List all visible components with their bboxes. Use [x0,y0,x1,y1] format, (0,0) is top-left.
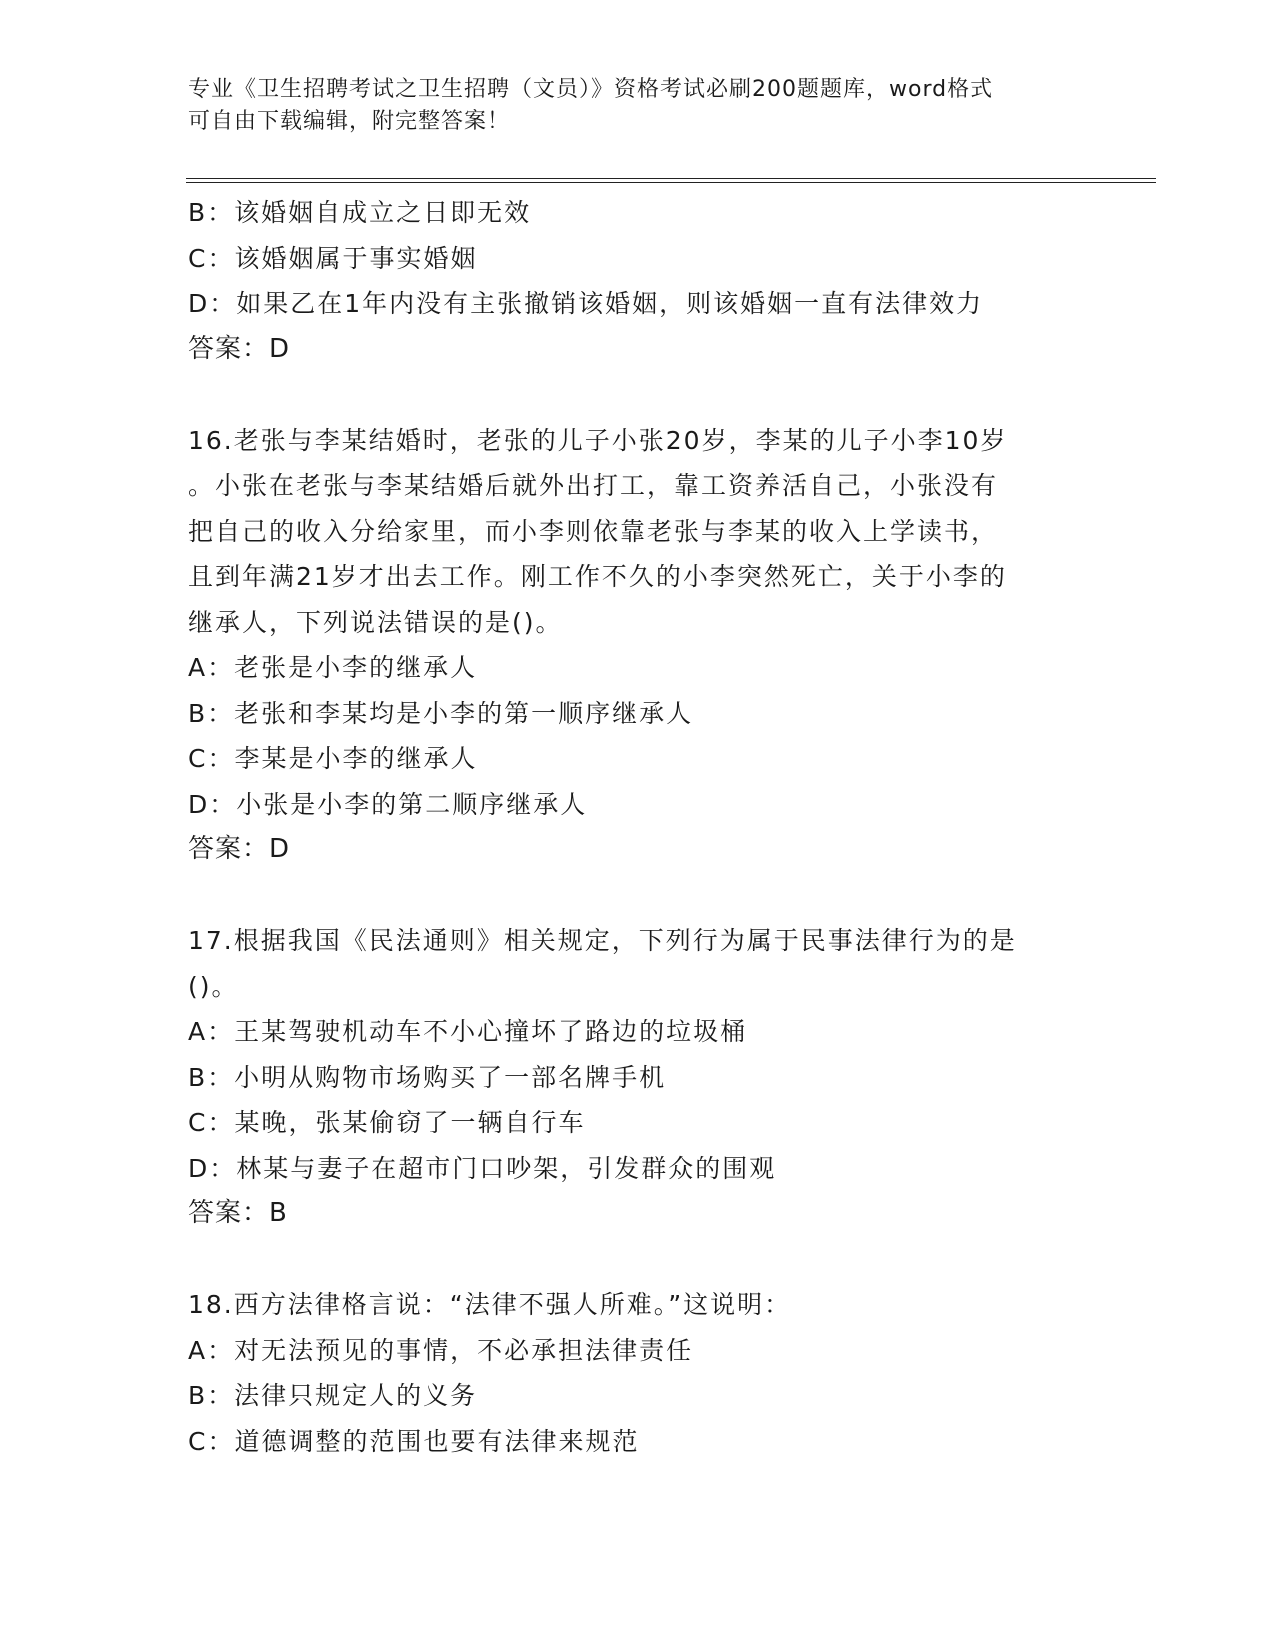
option-c: C：某晚，张某偷窃了一辆自行车 [188,1108,586,1137]
option-b: B：法律只规定人的义务 [188,1381,478,1410]
option-c: C：该婚姻属于事实婚姻 [188,243,478,273]
question-stem-line: 17.根据我国《民法通则》相关规定，下列行为属于民事法律行为的是 [188,926,1017,955]
option-c: C：道德调整的范围也要有法律来规范 [188,1426,640,1456]
spacer [188,372,1088,418]
header-line-1: 专业《卫生招聘考试之卫生招聘（文员）》资格考试必刷200题题库，word格式 [188,77,994,102]
header-line-2: 可自由下载编辑，附完整答案！ [188,109,511,134]
document-body [188,190,1088,1464]
option-d: D：如果乙在1年内没有主张撤销该婚姻，则该婚姻一直有法律效力 [188,289,984,318]
option-b: B：小明从购物市场购买了一部名牌手机 [188,1062,667,1092]
question-18 [188,1282,1088,1464]
option-b: B：老张和李某均是小李的第一顺序继承人 [188,698,694,728]
question-stem-line: ()。 [188,971,239,1001]
option-a: A：王某驾驶机动车不小心撞坏了路边的垃圾桶 [188,1017,748,1046]
option-a: A：老张是小李的继承人 [188,653,478,682]
spacer [188,873,1088,919]
option-b: B：该婚姻自成立之日即无效 [188,198,532,227]
header-divider [186,178,1156,183]
question-stem-line: 继承人，下列说法错误的是()。 [188,607,563,637]
answer: 答案：D [188,333,291,364]
answer: 答案：B [188,1198,288,1228]
answer: 答案：D [188,834,291,864]
option-a: A：对无法预见的事情，不必承担法律责任 [188,1335,694,1365]
option-d: D：小张是小李的第二顺序继承人 [188,789,588,819]
question-stem-line: 把自己的收入分给家里，而小李则依靠老张与李某的收入上学读书， [188,516,999,546]
question-16 [188,418,1088,873]
question-stem-line: 且到年满21岁才出去工作。刚工作不久的小李突然死亡，关于小李的 [188,562,1007,591]
spacer [188,1237,1088,1283]
document-header [188,74,1088,138]
question-stem-line: 18.西方法律格言说：“法律不强人所难。”这说明： [188,1290,792,1319]
question-stem-line: 。小张在老张与李某结婚后就外出打工，靠工资养活自己，小张没有 [188,471,999,500]
option-c: C：李某是小李的继承人 [188,744,478,773]
option-d: D：林某与妻子在超市门口吵架，引发群众的围观 [188,1153,777,1183]
question-15-tail [188,190,1088,372]
question-17 [188,918,1088,1237]
question-stem-line: 16.老张与李某结婚时，老张的儿子小张20岁，李某的儿子小李10岁 [188,425,1008,455]
